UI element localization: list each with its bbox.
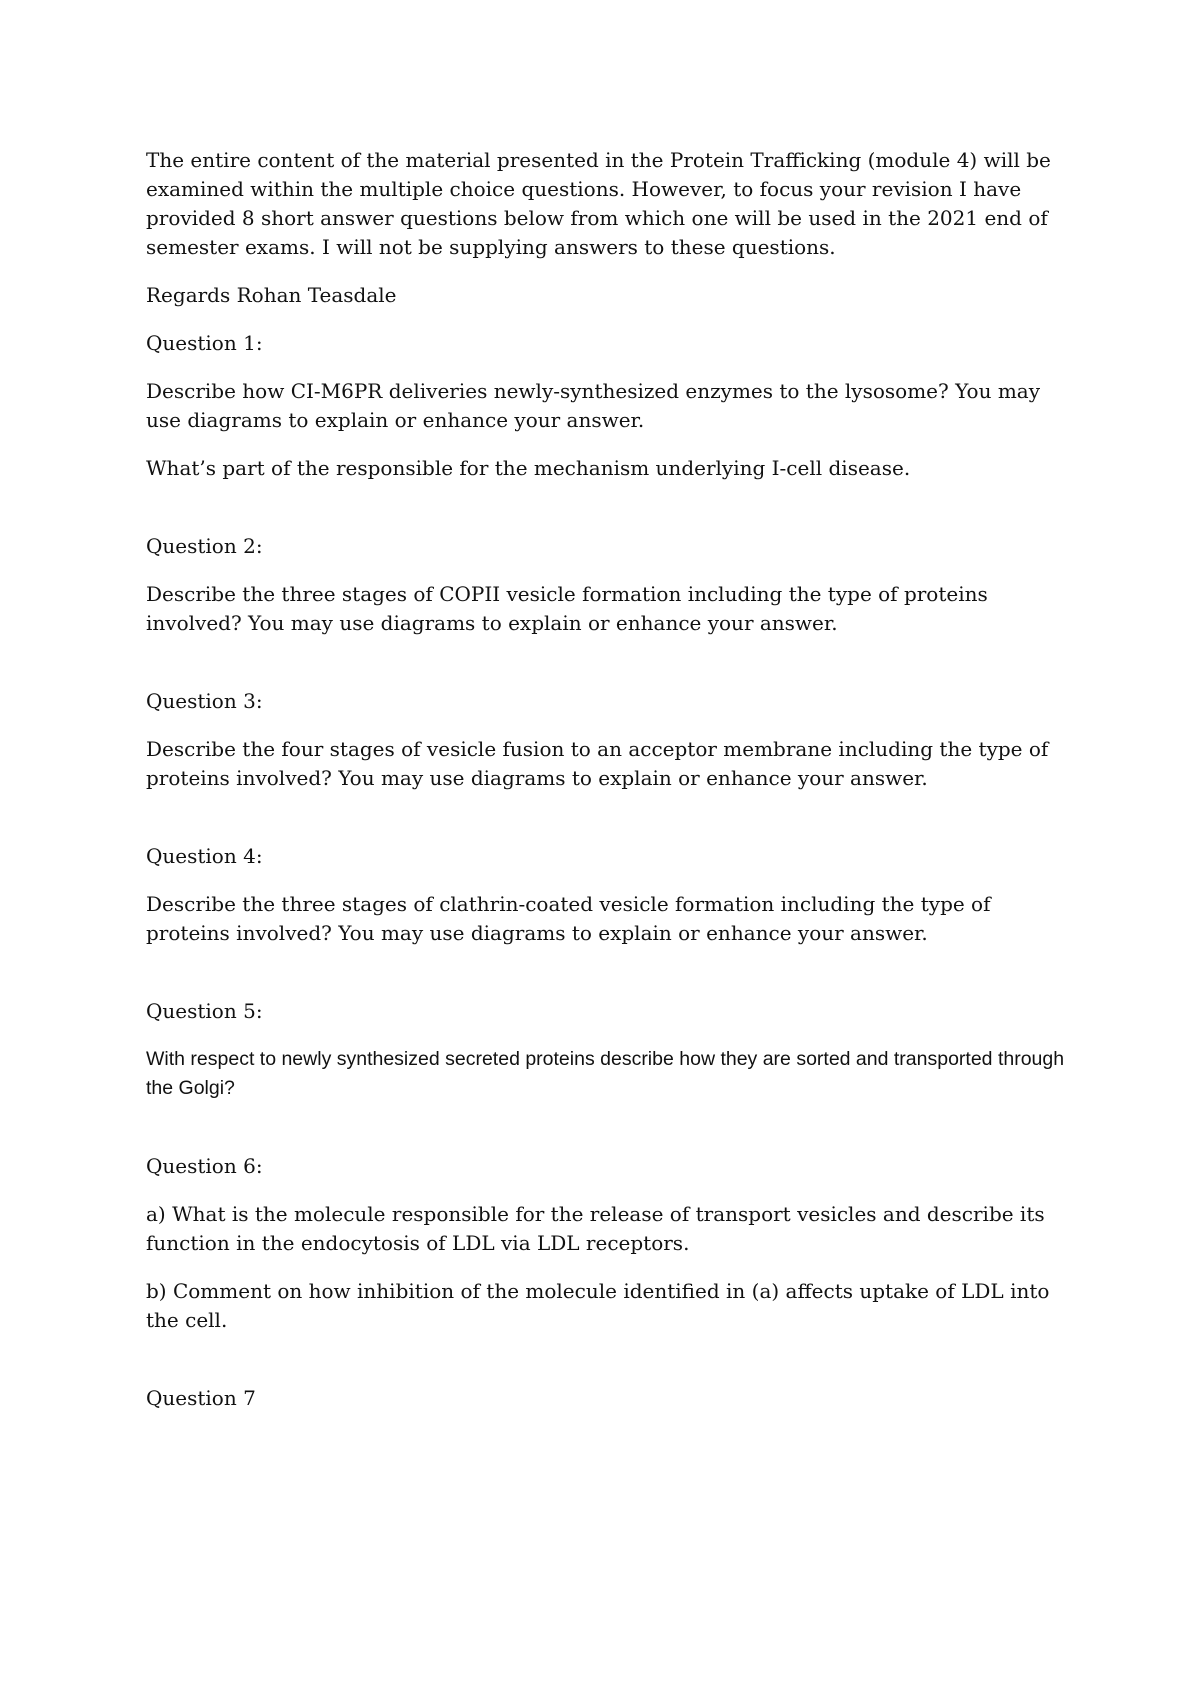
signature: Regards Rohan Teasdale <box>146 283 397 307</box>
question-1-heading: Question 1: <box>146 331 263 355</box>
question-1-text: Describe how CI-M6PR deliveries newly-synthesized enzymes to the lysosome? You may use diagrams to explain or enhance your answer. <box>146 379 1041 432</box>
intro-paragraph: The entire content of the material presented in the Protein Trafficking (module 4) will be examined within the multiple choice questions. However, to focus your revision I have provided 8 short answer questions below from which one will be used in the 2021 end of semester exams. I will not be supplying answers to these questions. <box>146 148 1051 259</box>
question-1-subtext: What’s part of the responsible for the mechanism underlying I-cell disease. <box>146 456 911 480</box>
question-6-heading: Question 6: <box>146 1154 263 1178</box>
question-4-heading: Question 4: <box>146 844 263 868</box>
question-7-heading: Question 7 <box>146 1386 256 1410</box>
question-6-part-a: a) What is the molecule responsible for the release of transport vesicles and describe its function in the endocytosis of LDL via LDL receptors. <box>146 1202 1045 1255</box>
question-5-heading: Question 5: <box>146 999 263 1023</box>
document-body <box>146 146 1066 1432</box>
question-3-text: Describe the four stages of vesicle fusion to an acceptor membrane including the type of proteins involved? You may use diagrams to explain or enhance your answer. <box>146 737 1049 790</box>
question-5-text: With respect to newly synthesized secreted proteins describe how they are sorted and transported through the Golgi? <box>146 1048 1065 1099</box>
question-6-part-b: b) Comment on how inhibition of the molecule identified in (a) affects uptake of LDL into the cell. <box>146 1279 1050 1332</box>
question-2-text: Describe the three stages of COPII vesicle formation including the type of proteins involved? You may use diagrams to explain or enhance your answer. <box>146 582 988 635</box>
question-2-heading: Question 2: <box>146 534 263 558</box>
question-3-heading: Question 3: <box>146 689 263 713</box>
question-4-text: Describe the three stages of clathrin-coated vesicle formation including the type of proteins involved? You may use diagrams to explain or enhance your answer. <box>146 892 991 945</box>
